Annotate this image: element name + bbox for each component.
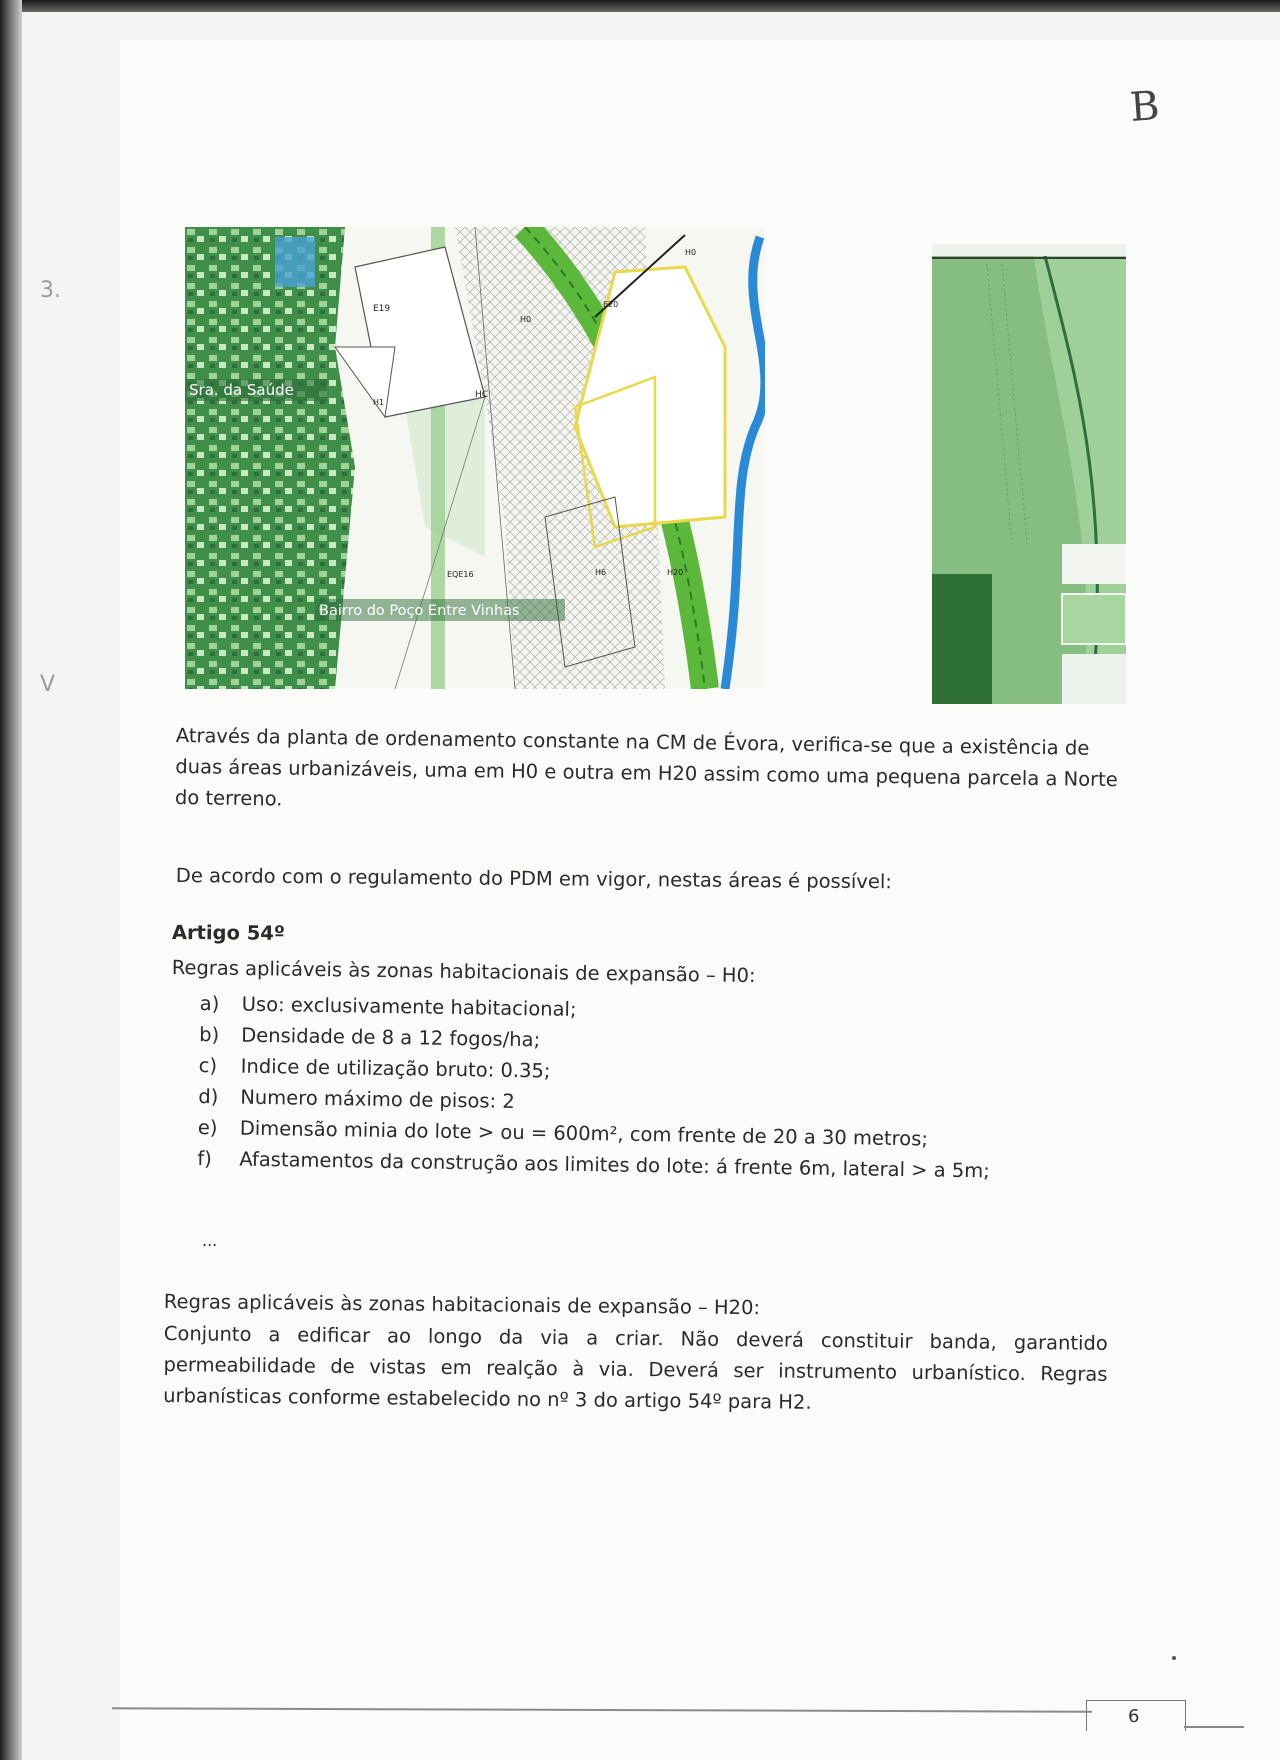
h20-rules-body: Conjunto a edificar ao longo da via a criar. Não deverá constituir banda, garantido permeabilidade de vistas em realção à via. Deverá ser instrumento urbanístico. Regras urbanísticas conforme estabelecido no nº 3 do artigo 54º para H2. [163,1321,1108,1414]
pdm-paragraph: De acordo com o regulamento do PDM em vigor, nestas áreas é possível: [175,863,892,894]
scan-shadow-left [0,0,22,1760]
zoning-map-drawing [185,227,765,689]
list-item: e) Dimensão minia do lote > ou = 600m², com frente de 20 a 30 metros; [197,1115,929,1151]
list-item: d) Numero máximo de pisos: 2 [198,1084,515,1113]
h0-rules-list [197,988,1110,1188]
ellipsis: ... [202,1231,218,1250]
list-item: f) Afastamentos da construção aos limites do lote: á frente 6m, lateral > a 5m; [197,1146,991,1183]
footer-rule-tail [1184,1726,1244,1728]
zone-label-h20: H20 [667,568,684,577]
zone-label-e20: E20 [603,300,619,309]
scan-speck [1172,1656,1176,1660]
zone-label-h1: H1 [373,398,385,407]
zone-label-e19: E19 [373,304,391,314]
zone-label-h0-top: H0 [520,315,532,324]
scan-shadow-top [0,0,1280,12]
intro-paragraph: Através da planta de ordenamento constante na CM de Évora, verifica-se que a existência de duas áreas urbanizáveis, uma em H0 e outra em H20 assim como uma pequena parcela a Norte do terreno. [174,723,1118,811]
list-item: a) Uso: exclusivamente habitacional; [199,991,577,1021]
list-item: c) Indice de utilização bruto: 0.35; [198,1053,551,1083]
zone-label-eqe: EQE16 [447,570,474,579]
satellite-map [932,244,1126,704]
place-label-senhora-saude: Sra. da Saúde [189,381,294,399]
place-label-bairro: Bairro do Poço Entre Vinhas [319,603,520,619]
h20-rules-title: Regras aplicáveis às zonas habitacionais de expansão – H20: [163,1289,761,1320]
zone-label-h0-right: H0 [685,248,697,257]
list-item: b) Densidade de 8 a 12 fogos/ha; [199,1022,541,1052]
h0-rules-title: Regras aplicáveis às zonas habitacionais de expansão – H0: [171,955,756,988]
article-heading: Artigo 54º [171,920,285,945]
zoning-map [185,227,765,689]
zone-label-h6: H6 [595,568,607,577]
page-number: 6 [1128,1706,1140,1727]
handwritten-mark: B [1128,83,1161,131]
zone-label-hc: HC [475,390,489,400]
satellite-map-drawing [932,244,1126,704]
